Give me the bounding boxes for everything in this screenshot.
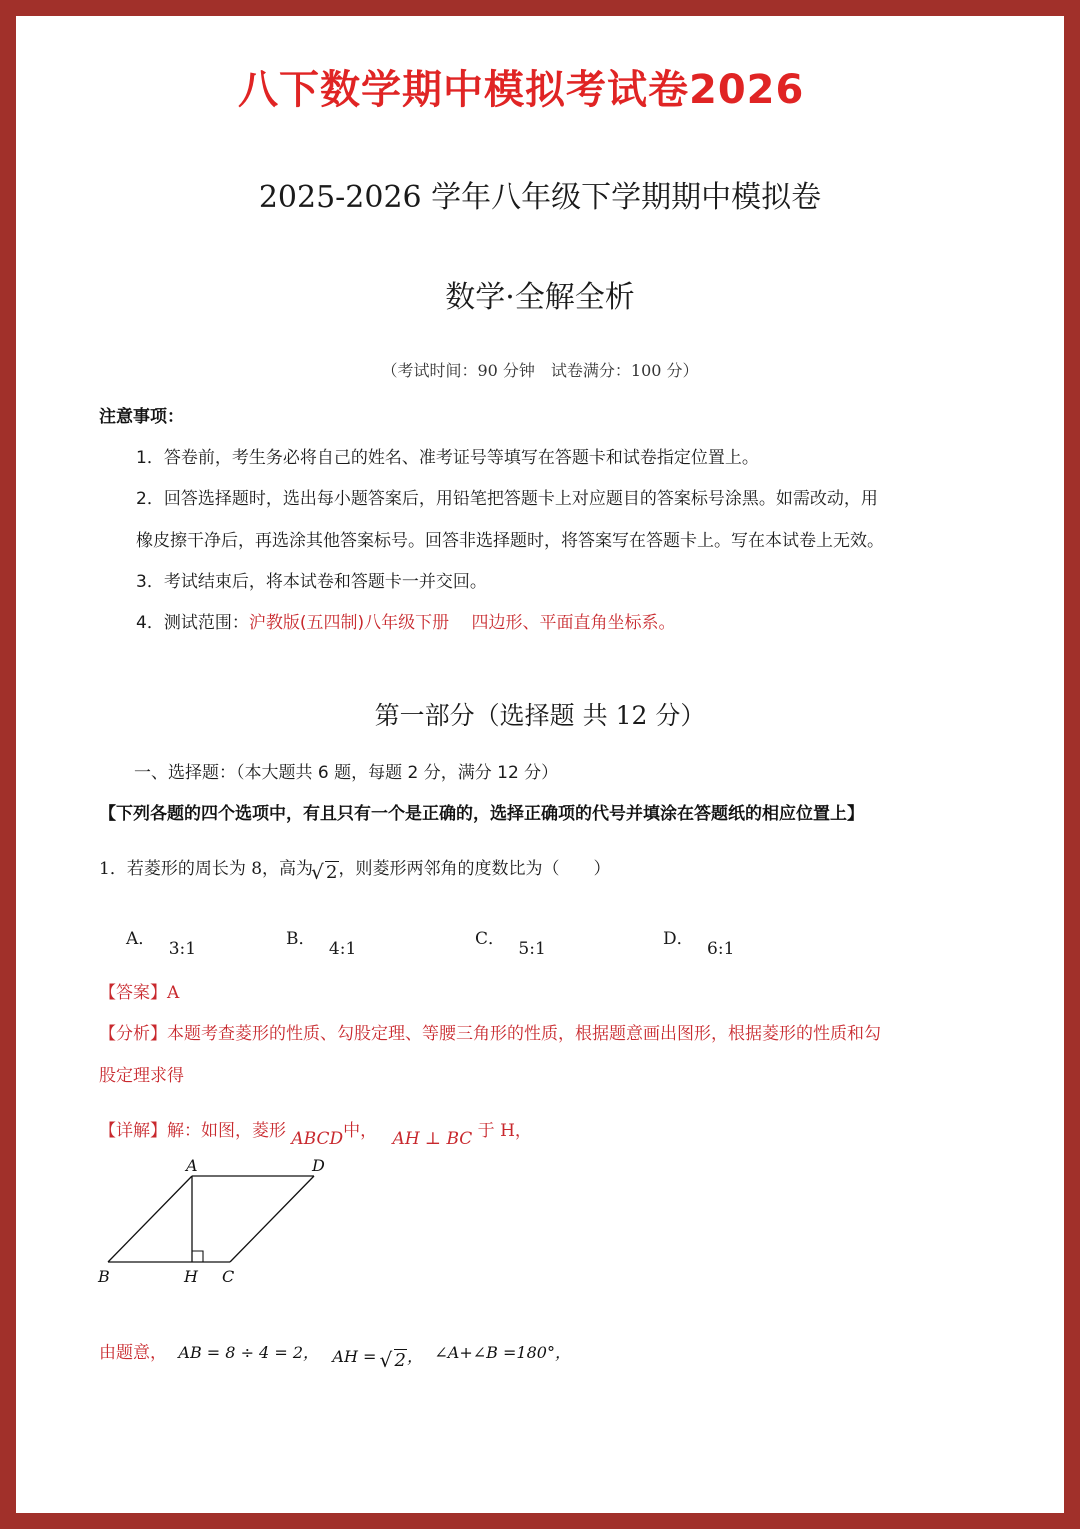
perpendicular-expr: AH ⊥ BC: [392, 1129, 473, 1149]
notice-item-3: 3．考试结束后，将本试卷和答题卡一并交回。: [136, 572, 487, 592]
exam-title: 2025-2026 学年八年级下学期期中模拟卷: [258, 180, 822, 215]
option-d-letter: D．: [663, 929, 694, 949]
notice-item-2b: 橡皮擦干净后，再选涂其他答案标号。回答非选择题时，将答案写在答题卡上。写在本试卷上无效。: [136, 531, 884, 551]
notice-item-2a: 2．回答选择题时，选出每小题答案后，用铅笔把答题卡上对应题目的答案标号涂黑。如需改动，用: [136, 489, 878, 509]
analysis-line-2: 股定理求得: [99, 1066, 184, 1086]
detail-prefix: 【详解】解：如图，菱形: [99, 1121, 286, 1141]
option-a-value: 3:1: [168, 939, 197, 959]
analysis-line-1: 【分析】本题考查菱形的性质、勾股定理、等腰三角形的性质，根据题意画出图形，根据菱形的性质和勾: [99, 1024, 881, 1044]
calc-prefix: 由题意，: [99, 1343, 167, 1363]
right-angle-mark: [192, 1251, 203, 1262]
notice-heading: 注意事项：: [99, 407, 184, 427]
question-1: [99, 854, 611, 883]
question-1-prefix: 1．若菱形的周长为 8，高为: [99, 859, 314, 879]
calc-line: [99, 1338, 571, 1371]
option-a: [126, 924, 197, 959]
option-a-letter: A．: [126, 929, 156, 949]
notice-item-4-prefix: 4．测试范围：: [136, 613, 249, 633]
option-c-value: 5:1: [518, 939, 546, 959]
rhombus-name: ABCD: [291, 1129, 344, 1149]
detail-line: [99, 1116, 532, 1149]
option-d: [663, 924, 735, 959]
label-h: H: [184, 1267, 198, 1286]
label-d: D: [312, 1156, 325, 1175]
question-1-suffix: ，则菱形两邻角的度数比为（ ）: [338, 859, 611, 879]
label-c: C: [222, 1267, 235, 1286]
detail-suffix: 于 H，: [477, 1121, 532, 1141]
calc-ab: AB = 8 ÷ 4 = 2，: [178, 1343, 319, 1362]
option-d-value: 6:1: [707, 939, 735, 959]
notice-item-1: 1．答卷前，考生务必将自己的姓名、准考证号等填写在答题卡和试卷指定位置上。: [136, 448, 759, 468]
option-c-letter: C．: [475, 929, 506, 949]
option-b-letter: B．: [286, 929, 316, 949]
sqrt-2-calc: √ 2: [382, 1350, 407, 1371]
option-b: [286, 924, 357, 959]
section1-heading: 一、选择题：（本大题共 6 题，每题 2 分，满分 12 分）: [134, 763, 559, 783]
label-a: A: [186, 1156, 198, 1175]
notice-item-4: [136, 608, 676, 633]
instruction: 【下列各题的四个选项中，有且只有一个是正确的，选择正确项的代号并填涂在答题纸的相应位置上】: [99, 804, 864, 824]
option-c: [475, 924, 546, 959]
option-b-value: 4:1: [328, 939, 357, 959]
side-dc: [230, 1176, 314, 1262]
sqrt-2: √ 2: [313, 862, 338, 883]
document-page: [16, 16, 1064, 1513]
side-ab: [108, 1176, 192, 1262]
test-scope: 沪教版(五四制)八年级下册 四边形、平面直角坐标系。: [248, 613, 676, 633]
rhombus-figure: [96, 1156, 356, 1286]
calc-angles: ∠A+∠B =180°，: [434, 1343, 571, 1362]
banner-title: 八下数学期中模拟考试卷2026: [238, 67, 805, 113]
calc-ah: AH = √ 2，: [332, 1347, 423, 1366]
detail-mid: 中，: [343, 1121, 378, 1141]
part1-title: 第一部分（选择题 共 12 分）: [374, 701, 706, 730]
answer: 【答案】A: [99, 983, 180, 1003]
exam-info: （考试时间：90 分钟 试卷满分：100 分）: [381, 361, 699, 380]
label-b: B: [98, 1267, 110, 1286]
exam-subtitle: 数学·全解全析: [445, 280, 635, 315]
